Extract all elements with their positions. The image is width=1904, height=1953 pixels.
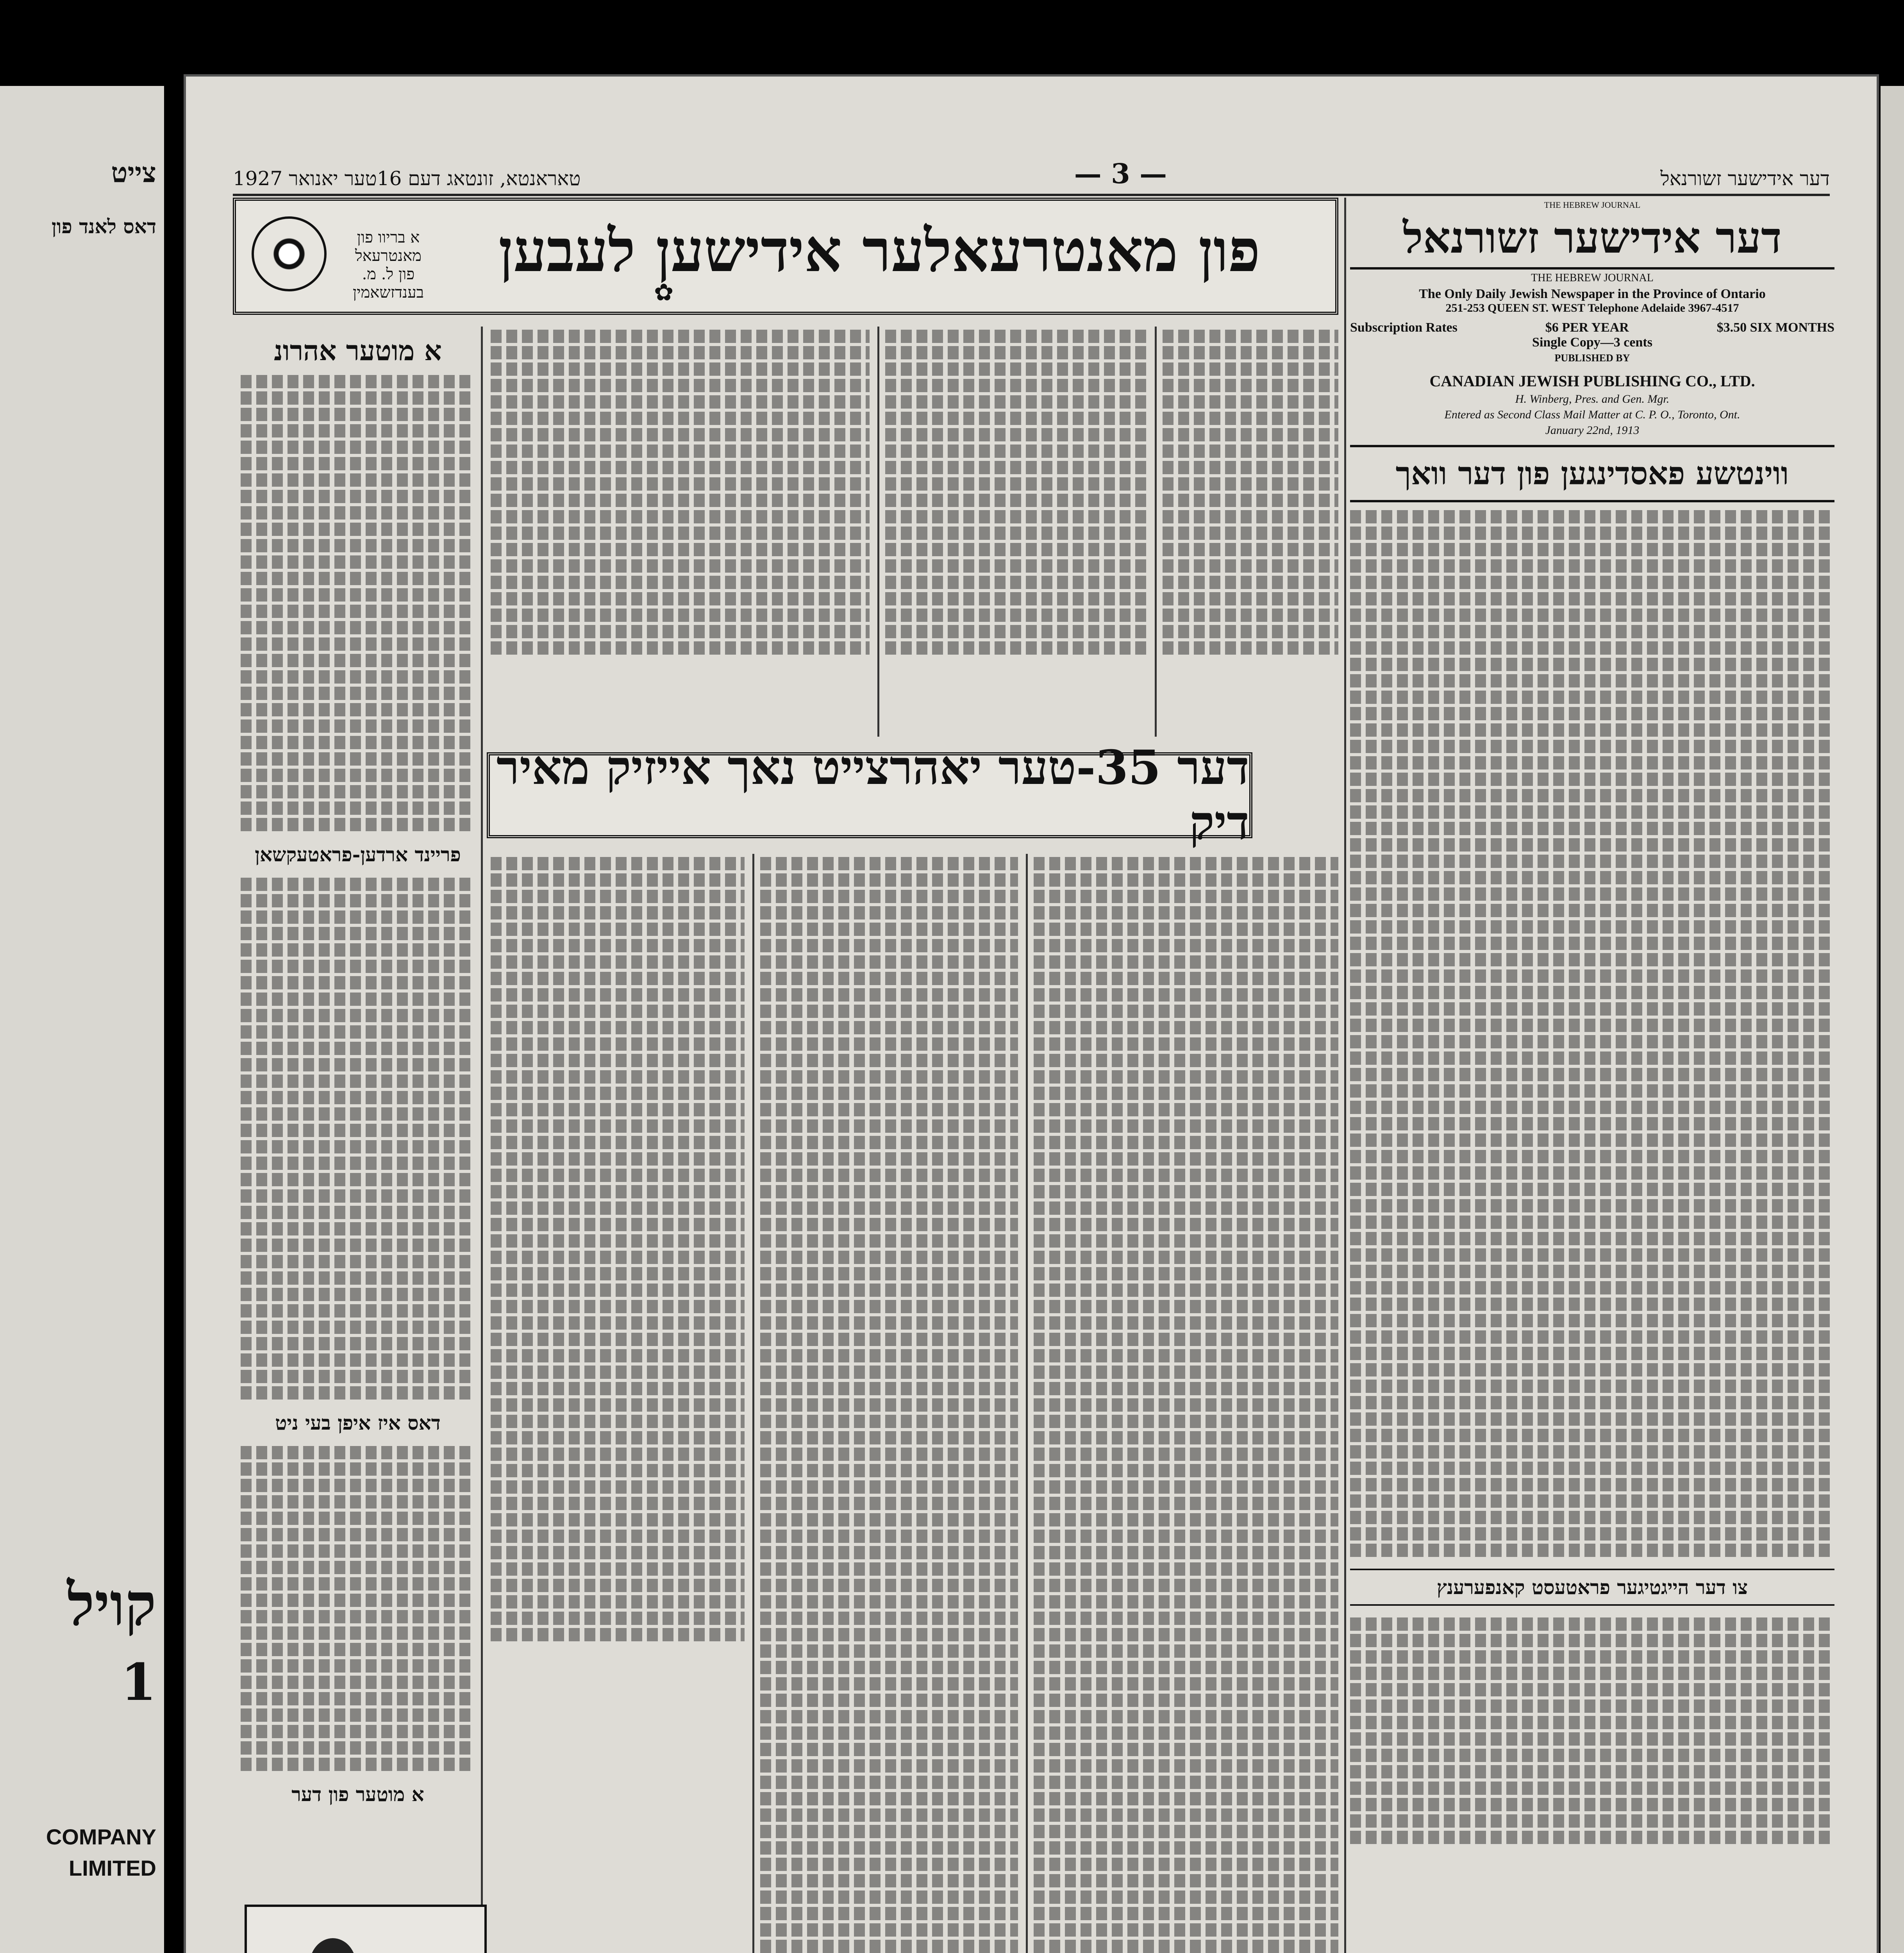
- column-subheading: דאס איז איפן בעי ניט: [275, 1411, 441, 1434]
- article-column: [1163, 327, 1338, 737]
- article-text: [885, 330, 1147, 655]
- column-subheading: פריינד ארדען-פראטעקשאן: [255, 843, 461, 866]
- subscription-rates: [1350, 320, 1834, 335]
- entry-date: January 22nd, 1913: [1545, 424, 1640, 437]
- ornament-icon: [252, 216, 327, 291]
- anniversary-headline: דער 35-טער יאהרצייט נאך אייזיק מאיר דיק: [496, 740, 1249, 850]
- column-heading: א מוטער אהרונ: [274, 334, 442, 367]
- running-head: [233, 155, 1830, 196]
- leaf-icon: ✿: [654, 279, 674, 306]
- published-by: PUBLISHED BY: [1554, 352, 1630, 364]
- prev-page-fragment: LIMITED: [69, 1856, 156, 1880]
- prev-page-fragment: COMPANY: [46, 1824, 156, 1849]
- prev-page-fragment: 1: [121, 1652, 156, 1712]
- anniversary-headline-box: [487, 740, 1252, 850]
- running-head-paper: דער אידישער זשורנאל: [1660, 167, 1830, 190]
- article-text: [491, 330, 870, 655]
- left-article-column: [241, 327, 475, 1889]
- article-text: [241, 1446, 475, 1771]
- article-text: [1350, 510, 1834, 1557]
- prev-page-fragment: צייט: [111, 156, 156, 189]
- publisher-name: CANADIAN JEWISH PUBLISHING CO., LTD.: [1429, 372, 1755, 390]
- article-text: [760, 857, 1018, 1953]
- publisher-officer: H. Winberg, Pres. and Gen. Mgr.: [1515, 393, 1670, 405]
- previous-page-strip: [0, 86, 164, 1953]
- montreal-byline-author: פון ל. מ. בענדזשאמין: [352, 265, 424, 302]
- single-copy-price: Single Copy—3 cents: [1532, 335, 1652, 350]
- article-column: [1034, 854, 1338, 1953]
- newspaper-page: [184, 74, 1879, 1953]
- montreal-section-header: [233, 198, 1338, 315]
- article-text: [491, 857, 745, 1641]
- paper-english-title: THE HEBREW JOURNAL: [1531, 272, 1654, 284]
- article-text: [1034, 857, 1338, 1953]
- prev-page-fragment: דאס לאנד פון: [52, 215, 156, 238]
- rates-label: Subscription Rates: [1350, 320, 1457, 335]
- postal-entry: Entered as Second Class Mail Matter at C. P. O., Toronto, Ont.: [1444, 408, 1740, 421]
- week-headline: ווינטשע פאסדינגען פון דער וואך: [1350, 445, 1834, 502]
- prev-page-fragment: קויל: [67, 1570, 156, 1639]
- montreal-section-title: פון מאנטרעאלער אידישען לעבען: [498, 216, 1260, 285]
- woman-illustration: [286, 1930, 388, 1953]
- article-column: [885, 327, 1147, 737]
- page-number: — 3 —: [1074, 157, 1167, 190]
- rates-six-months: $3.50 SIX MONTHS: [1716, 320, 1834, 335]
- article-column: [760, 854, 1018, 1953]
- article-column: [491, 327, 870, 737]
- paper-english-small: THE HEBREW JOURNAL: [1544, 200, 1641, 210]
- paper-title: דער אידישער זשורנאל: [1350, 212, 1834, 270]
- montreal-byline-line: א בריוו פון מאנטרעאל: [355, 229, 422, 265]
- running-head-date: 1927 טאראנטא, זונטאג דעם 16טער יאנואר: [233, 167, 581, 190]
- article-text: [241, 375, 475, 831]
- article-text: [1350, 1617, 1834, 1844]
- article-column: [491, 854, 745, 1889]
- montreal-byline: [334, 228, 443, 302]
- column-subheading: א מוטער פון דער: [291, 1783, 424, 1806]
- page-edge: [1881, 86, 1904, 1953]
- conference-subheading: צו דער הייגטיגער פראטעסט קאנפערענץ: [1350, 1569, 1834, 1606]
- article-text: [241, 878, 475, 1400]
- article-text: [1163, 330, 1338, 655]
- dr-chases-advertisement: [245, 1905, 487, 1953]
- rates-year: $6 PER YEAR: [1545, 320, 1629, 335]
- paper-address: 251-253 QUEEN ST. WEST Telephone Adelaide 3967-4517: [1445, 302, 1739, 314]
- paper-description: The Only Daily Jewish Newspaper in the Province of Ontario: [1419, 287, 1766, 301]
- masthead-panel: [1350, 198, 1834, 1847]
